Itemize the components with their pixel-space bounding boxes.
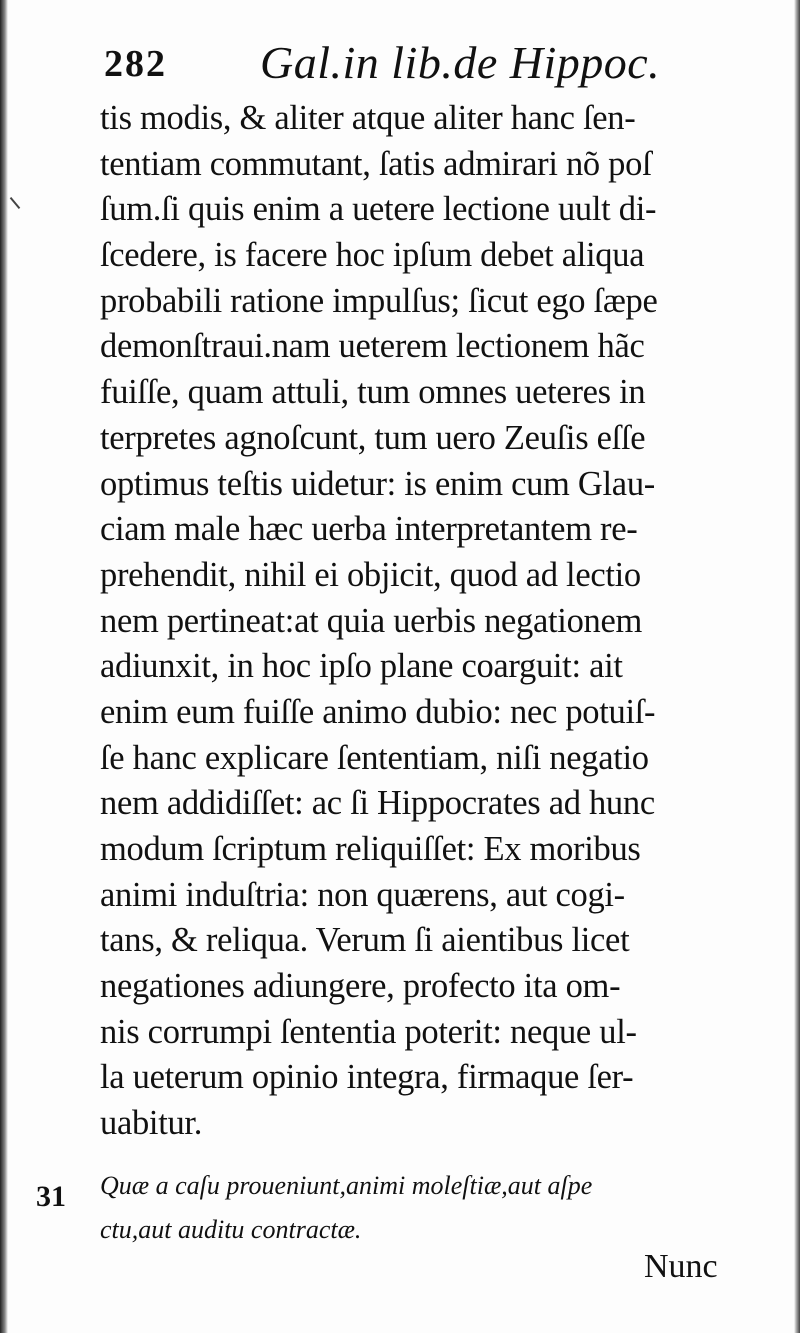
running-title: Gal.in lib.de Hippoc. [260,37,661,88]
quote-line: Quæ a caſu proueniunt,animi moleſtiæ,aut aſpe [100,1171,593,1200]
text-line: enim eum fuiſſe animo dubio: nec potuiſ- [100,692,656,731]
text-line: adiunxit, in hoc ipſo plane coarguit: ait [100,647,623,686]
body-text [100,96,750,1147]
text-line: nis corrumpi ſententia poterit: neque ul- [100,1012,637,1051]
page-edge-left [0,0,8,1333]
quoted-aphorism [100,1164,750,1252]
text-line: tis modis, & aliter atque aliter hanc ſen- [100,99,636,137]
text-line: ſe hanc explicare ſententiam, niſi negatio [100,738,649,777]
text-line: nem addidiſſet: ac ſi Hippocrates ad hunc [100,784,655,823]
text-line: terpretes agnoſcunt, tum uero Zeuſis eſſe [100,418,646,457]
quote-line: ctu,aut auditu contractæ. [100,1215,362,1244]
text-line: probabili ratione impulſus; ſicut ego ſæpe [100,281,658,320]
text-line: modum ſcriptum reliquiſſet: Ex moribus [100,830,641,868]
text-line: ciam male hæc uerba interpretantem re- [100,510,638,549]
text-line: tans, & reliqua. Verum ſi aientibus licet [100,921,630,960]
text-line: prehendit, nihil ei objicit, quod ad lectio [100,555,641,594]
text-line: ſcedere, is facere hoc ipſum debet aliqua [100,236,645,275]
quote-number: 31 [36,1180,66,1213]
page-edge-right [794,0,800,1333]
text-line: animi induſtria: non quærens, aut cogi- [100,875,625,914]
catchword: Nunc [644,1248,718,1285]
text-line: nem pertineat:at quia uerbis negationem [100,601,643,640]
text-line: fuiſſe, quam attuli, tum omnes ueteres in [100,373,646,412]
text-line: demonſtraui.nam ueterem lectionem hãc [100,327,645,366]
page-number: 282 [104,43,167,85]
text-line: uabitur. [100,1104,203,1143]
text-line: ſum.ſi quis enim a uetere lectione uult di- [100,190,657,229]
text-line: negationes adiungere, profecto ita om- [100,967,621,1006]
text-line: tentiam commutant, ſatis admirari nõ poſ [100,144,652,183]
text-line: optimus teſtis uidetur: is enim cum Glau- [100,464,655,503]
stray-mark [10,197,21,209]
page-header [104,30,744,90]
text-line: la ueterum opinio integra, firmaque ſer- [100,1058,634,1097]
